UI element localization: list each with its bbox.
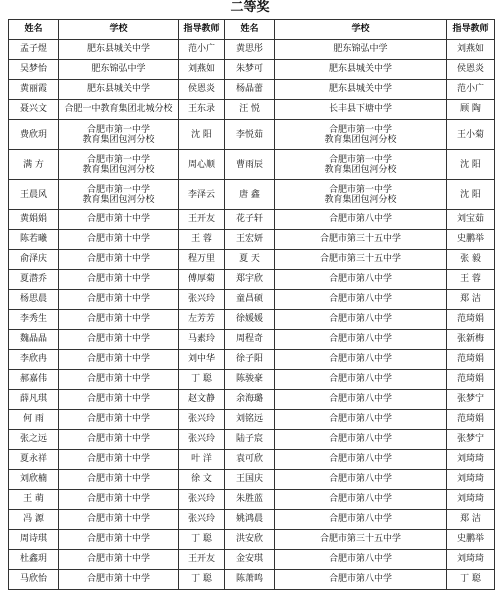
- teacher-name-right: 史鹏举: [447, 530, 495, 550]
- school-cell-right: [275, 270, 447, 290]
- table-row: [9, 270, 495, 290]
- teacher-name-left: 沈 阳: [179, 120, 225, 150]
- school-cell-right: [275, 410, 447, 430]
- school-cell-left: [59, 210, 179, 230]
- student-name-left: 黄丽霞: [9, 80, 59, 100]
- school-cell-left: [59, 60, 179, 80]
- school-cell-left: [59, 350, 179, 370]
- teacher-name-right: 张梦宁: [447, 430, 495, 450]
- teacher-name-left: 徐 文: [179, 470, 225, 490]
- teacher-name-left: 王 蓉: [179, 230, 225, 250]
- school-name-line: 合肥市第十中学: [86, 214, 150, 224]
- teacher-name-right: 范琦娟: [447, 410, 495, 430]
- header-name-left: 姓名: [9, 20, 59, 40]
- school-cell-right: [275, 100, 447, 120]
- school-cell-right: [275, 230, 447, 250]
- teacher-name-left: 范小广: [179, 40, 225, 60]
- student-name-left: 吴梦怡: [9, 60, 59, 80]
- teacher-name-right: 范琦娟: [447, 310, 495, 330]
- teacher-name-right: 郑 洁: [447, 510, 495, 530]
- school-cell-left: [59, 470, 179, 490]
- table-row: [9, 470, 495, 490]
- school-name-line: 合肥市第八中学: [328, 294, 392, 304]
- school-name-line: 合肥市第八中学: [328, 374, 392, 384]
- student-name-left: 张之远: [9, 430, 59, 450]
- student-name-left: 王晨风: [9, 180, 59, 210]
- student-name-left: 马欣怡: [9, 570, 59, 590]
- table-row: [9, 370, 495, 390]
- school-name-line: 合肥市第一中学: [328, 184, 392, 195]
- student-name-left: 李欣冉: [9, 350, 59, 370]
- student-name-left: 周诗琪: [9, 530, 59, 550]
- school-name-line: 合肥市第十中学: [86, 414, 150, 424]
- school-cell-right: [275, 510, 447, 530]
- school-cell-right: [275, 570, 447, 590]
- school-cell-left: [59, 450, 179, 470]
- student-name-left: 陈若曦: [9, 230, 59, 250]
- school-name-line: 合肥市第八中学: [328, 494, 392, 504]
- teacher-name-right: 刘燕如: [447, 40, 495, 60]
- school-cell-left: [59, 270, 179, 290]
- school-name-line: 合肥市第十中学: [86, 294, 150, 304]
- school-name-line: 合肥市第八中学: [328, 454, 392, 464]
- table-row: [9, 150, 495, 180]
- teacher-name-left: 周心顺: [179, 150, 225, 180]
- header-name-right: 姓名: [225, 20, 275, 40]
- school-name-line: 合肥市第八中学: [328, 334, 392, 344]
- table-row: [9, 510, 495, 530]
- teacher-name-left: 侯恩炎: [179, 80, 225, 100]
- teacher-name-right: 范琦娟: [447, 370, 495, 390]
- school-name-line: 合肥市第八中学: [328, 434, 392, 444]
- student-name-left: 李秀生: [9, 310, 59, 330]
- school-name-line: 肥东锦弘中学: [91, 64, 146, 74]
- school-name-line: 合肥市第八中学: [328, 214, 392, 224]
- school-cell-left: [59, 230, 179, 250]
- table-row: [9, 40, 495, 60]
- student-name-right: 曹雨辰: [225, 150, 275, 180]
- school-cell-right: [275, 120, 447, 150]
- school-name-line: 合肥市第十中学: [86, 234, 150, 244]
- school-name-line: 合肥市第八中学: [328, 314, 392, 324]
- student-name-left: 郝嘉伟: [9, 370, 59, 390]
- teacher-name-right: 王小菊: [447, 120, 495, 150]
- school-cell-left: [59, 310, 179, 330]
- student-name-right: 朱梦可: [225, 60, 275, 80]
- school-cell-left: [59, 530, 179, 550]
- school-name-line: 合肥市第十中学: [86, 534, 150, 544]
- student-name-left: 满 方: [9, 150, 59, 180]
- student-name-right: 徐子阳: [225, 350, 275, 370]
- school-cell-left: [59, 180, 179, 210]
- teacher-name-right: 范琦娟: [447, 350, 495, 370]
- teacher-name-right: 刘琦琦: [447, 490, 495, 510]
- school-name-line: 合肥市第三十五中学: [319, 534, 401, 544]
- student-name-right: 郑宇欣: [225, 270, 275, 290]
- school-name-line: 合肥市第十中学: [86, 574, 150, 584]
- student-name-right: 姚鸿晨: [225, 510, 275, 530]
- school-name-line: 合肥市第八中学: [328, 394, 392, 404]
- table-row: [9, 60, 495, 80]
- school-cell-left: [59, 410, 179, 430]
- school-cell-right: [275, 350, 447, 370]
- teacher-name-right: 顾 陶: [447, 100, 495, 120]
- teacher-name-right: 范小广: [447, 80, 495, 100]
- school-name-line: 合肥市第三十五中学: [319, 254, 401, 264]
- teacher-name-left: 王开友: [179, 210, 225, 230]
- teacher-name-right: 王 蓉: [447, 270, 495, 290]
- teacher-name-right: 史鹏举: [447, 230, 495, 250]
- school-cell-right: [275, 430, 447, 450]
- school-cell-right: [275, 370, 447, 390]
- school-name-line: 合肥市第八中学: [328, 274, 392, 284]
- header-school-left: 学校: [59, 20, 179, 40]
- school-name-line: 教育集团包河分校: [324, 134, 397, 145]
- teacher-name-left: 赵文静: [179, 390, 225, 410]
- school-cell-left: [59, 390, 179, 410]
- school-name-line: 合肥市第十中学: [86, 454, 150, 464]
- teacher-name-right: 丁 聪: [447, 570, 495, 590]
- school-cell-left: [59, 370, 179, 390]
- student-name-left: 杜鑫玥: [9, 550, 59, 570]
- table-row: [9, 120, 495, 150]
- teacher-name-left: 傅厚菊: [179, 270, 225, 290]
- teacher-name-left: 王东录: [179, 100, 225, 120]
- student-name-left: 夏永祥: [9, 450, 59, 470]
- school-cell-left: [59, 430, 179, 450]
- table-header-row: [9, 20, 495, 40]
- teacher-name-left: 叶 洋: [179, 450, 225, 470]
- school-cell-right: [275, 180, 447, 210]
- student-name-right: 金安琪: [225, 550, 275, 570]
- table-row: [9, 310, 495, 330]
- student-name-right: 李悦茹: [225, 120, 275, 150]
- award-table: [8, 19, 495, 590]
- student-name-left: 冯 源: [9, 510, 59, 530]
- school-name-line: 合肥市第八中学: [328, 514, 392, 524]
- student-name-right: 唐 鑫: [225, 180, 275, 210]
- school-name-line: 合肥市第一中学: [328, 124, 392, 135]
- teacher-name-left: 丁 聪: [179, 570, 225, 590]
- school-name-line: 合肥市第十中学: [86, 434, 150, 444]
- table-row: [9, 230, 495, 250]
- school-name-line: 合肥市第一中学: [86, 184, 150, 195]
- student-name-right: 黄思彤: [225, 40, 275, 60]
- student-name-right: 徐媛媛: [225, 310, 275, 330]
- school-name-line: 合肥市第十中学: [86, 314, 150, 324]
- student-name-right: 花子轩: [225, 210, 275, 230]
- table-row: [9, 430, 495, 450]
- school-name-line: 教育集团包河分校: [82, 134, 155, 145]
- school-cell-left: [59, 150, 179, 180]
- school-cell-left: [59, 330, 179, 350]
- teacher-name-left: 刘中华: [179, 350, 225, 370]
- table-row: [9, 530, 495, 550]
- teacher-name-right: 沈 阳: [447, 180, 495, 210]
- page-title: 二等奖: [230, 0, 270, 15]
- school-name-line: 肥东县城关中学: [86, 44, 150, 54]
- school-cell-right: [275, 450, 447, 470]
- table-row: [9, 450, 495, 470]
- student-name-right: 周程奇: [225, 330, 275, 350]
- teacher-name-right: 刘琦琦: [447, 550, 495, 570]
- school-cell-right: [275, 530, 447, 550]
- school-cell-right: [275, 470, 447, 490]
- school-name-line: 教育集团包河分校: [82, 164, 155, 175]
- teacher-name-right: 沈 阳: [447, 150, 495, 180]
- school-name-line: 合肥市第一中学: [86, 154, 150, 165]
- teacher-name-left: 刘燕如: [179, 60, 225, 80]
- school-name-line: 合肥市第十中学: [86, 554, 150, 564]
- school-cell-left: [59, 510, 179, 530]
- school-name-line: 肥东县城关中学: [328, 64, 392, 74]
- school-cell-right: [275, 80, 447, 100]
- table-row: [9, 290, 495, 310]
- table-row: [9, 410, 495, 430]
- teacher-name-right: 张 毅: [447, 250, 495, 270]
- student-name-right: 汪 悦: [225, 100, 275, 120]
- student-name-left: 何 雨: [9, 410, 59, 430]
- school-name-line: 合肥市第十中学: [86, 274, 150, 284]
- school-cell-right: [275, 150, 447, 180]
- school-cell-right: [275, 290, 447, 310]
- table-row: [9, 330, 495, 350]
- school-name-line: 合肥市第十中学: [86, 494, 150, 504]
- table-row: [9, 390, 495, 410]
- school-name-line: 合肥市第十中学: [86, 514, 150, 524]
- school-name-line: 合肥市第八中学: [328, 414, 392, 424]
- student-name-left: 刘欣楠: [9, 470, 59, 490]
- table-row: [9, 570, 495, 590]
- school-name-line: 肥东县城关中学: [328, 84, 392, 94]
- teacher-name-right: 张新梅: [447, 330, 495, 350]
- school-name-line: 合肥市第八中学: [328, 554, 392, 564]
- teacher-name-left: 程万里: [179, 250, 225, 270]
- header-teacher-right: 指导教师: [447, 20, 495, 40]
- school-cell-left: [59, 490, 179, 510]
- teacher-name-left: 张兴玲: [179, 410, 225, 430]
- school-name-line: 合肥市第十中学: [86, 394, 150, 404]
- school-cell-left: [59, 550, 179, 570]
- teacher-name-left: 丁 聪: [179, 370, 225, 390]
- student-name-left: 费欣玥: [9, 120, 59, 150]
- student-name-right: 陆子宸: [225, 430, 275, 450]
- teacher-name-right: 刘琦琦: [447, 470, 495, 490]
- student-name-right: 杨晶蕾: [225, 80, 275, 100]
- header-teacher-left: 指导教师: [179, 20, 225, 40]
- student-name-right: 袁可欣: [225, 450, 275, 470]
- school-name-line: 合肥市第一中学: [86, 124, 150, 135]
- school-name-line: 教育集团包河分校: [324, 164, 397, 175]
- teacher-name-right: 刘琦琦: [447, 450, 495, 470]
- teacher-name-left: 张兴玲: [179, 290, 225, 310]
- teacher-name-right: 张梦宁: [447, 390, 495, 410]
- school-name-line: 合肥市第十中学: [86, 474, 150, 484]
- school-name-line: 肥东锦弘中学: [333, 44, 388, 54]
- school-name-line: 教育集团包河分校: [324, 194, 397, 205]
- school-cell-left: [59, 250, 179, 270]
- table-row: [9, 550, 495, 570]
- student-name-right: 陈骏豪: [225, 370, 275, 390]
- school-name-line: 肥东县城关中学: [86, 84, 150, 94]
- teacher-name-left: 丁 聪: [179, 530, 225, 550]
- student-name-right: 余海璐: [225, 390, 275, 410]
- student-name-right: 童昌硕: [225, 290, 275, 310]
- school-name-line: 教育集团包河分校: [82, 194, 155, 205]
- table-row: [9, 250, 495, 270]
- school-cell-left: [59, 80, 179, 100]
- school-name-line: 合肥市第十中学: [86, 354, 150, 364]
- teacher-name-left: 李泽云: [179, 180, 225, 210]
- school-cell-left: [59, 570, 179, 590]
- student-name-right: 洪安欣: [225, 530, 275, 550]
- teacher-name-left: 张兴玲: [179, 510, 225, 530]
- table-row: [9, 100, 495, 120]
- table-row: [9, 490, 495, 510]
- school-name-line: 合肥市第十中学: [86, 254, 150, 264]
- school-name-line: 合肥市第十中学: [86, 334, 150, 344]
- student-name-right: 朱胜蓝: [225, 490, 275, 510]
- school-cell-right: [275, 310, 447, 330]
- school-name-line: 合肥市第八中学: [328, 354, 392, 364]
- school-name-line: 合肥市第三十五中学: [319, 234, 401, 244]
- student-name-left: 黄娟娟: [9, 210, 59, 230]
- school-cell-left: [59, 290, 179, 310]
- table-row: [9, 210, 495, 230]
- teacher-name-right: 刘宝茹: [447, 210, 495, 230]
- student-name-left: 魏晶晶: [9, 330, 59, 350]
- teacher-name-left: 张兴玲: [179, 430, 225, 450]
- student-name-left: 王 萌: [9, 490, 59, 510]
- school-cell-right: [275, 40, 447, 60]
- teacher-name-left: 马素玲: [179, 330, 225, 350]
- student-name-left: 俞泽庆: [9, 250, 59, 270]
- school-name-line: 合肥市第八中学: [328, 574, 392, 584]
- school-cell-right: [275, 490, 447, 510]
- student-name-right: 王国庆: [225, 470, 275, 490]
- school-cell-right: [275, 550, 447, 570]
- school-cell-right: [275, 250, 447, 270]
- teacher-name-right: 郑 洁: [447, 290, 495, 310]
- student-name-right: 王宏妍: [225, 230, 275, 250]
- teacher-name-right: 侯恩炎: [447, 60, 495, 80]
- student-name-left: 薛凡琪: [9, 390, 59, 410]
- table-row: [9, 80, 495, 100]
- school-name-line: 合肥一中教育集团北城分校: [64, 104, 173, 114]
- table-row: [9, 350, 495, 370]
- header-school-right: 学校: [275, 20, 447, 40]
- school-name-line: 合肥市第一中学: [328, 154, 392, 165]
- school-name-line: 合肥市第十中学: [86, 374, 150, 384]
- student-name-left: 聂兴文: [9, 100, 59, 120]
- school-name-line: 长丰县下塘中学: [328, 104, 392, 114]
- student-name-right: 陈萧鸣: [225, 570, 275, 590]
- school-cell-left: [59, 120, 179, 150]
- student-name-left: 杨思晨: [9, 290, 59, 310]
- school-cell-left: [59, 40, 179, 60]
- teacher-name-left: 张兴玲: [179, 490, 225, 510]
- teacher-name-left: 左芳芳: [179, 310, 225, 330]
- table-row: [9, 180, 495, 210]
- student-name-left: 夏潜乔: [9, 270, 59, 290]
- student-name-left: 孟子煜: [9, 40, 59, 60]
- school-cell-right: [275, 210, 447, 230]
- student-name-right: 夏 天: [225, 250, 275, 270]
- school-cell-right: [275, 330, 447, 350]
- school-name-line: 合肥市第八中学: [328, 474, 392, 484]
- school-cell-right: [275, 390, 447, 410]
- school-cell-right: [275, 60, 447, 80]
- student-name-right: 刘铭远: [225, 410, 275, 430]
- school-cell-left: [59, 100, 179, 120]
- teacher-name-left: 王开友: [179, 550, 225, 570]
